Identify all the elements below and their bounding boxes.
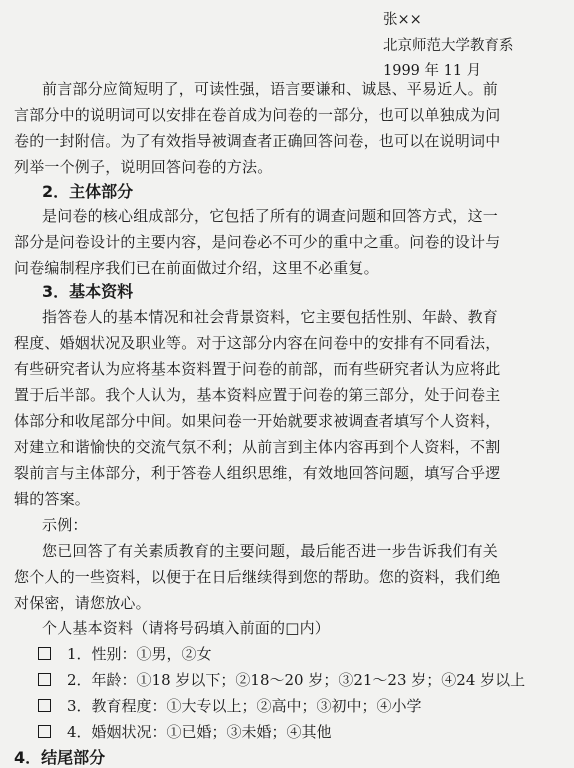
form-item-marital-status bbox=[38, 721, 332, 742]
paragraph-line: 对保密，请您放心。 bbox=[14, 594, 151, 612]
paragraph-line: 有些研究者认为应将基本资料置于问卷的前部，而有些研究者认为应将此 bbox=[14, 360, 501, 378]
paragraph-line: 前言部分应简短明了，可读性强，语言要谦和、诚恳、平易近人。前 bbox=[42, 80, 499, 98]
paragraph-line: 卷的一封附信。为了有效指导被调查者正确回答问卷，也可以在说明词中 bbox=[14, 132, 501, 150]
form-item-label: 4．婚姻状况：①已婚；③未婚；④其他 bbox=[67, 723, 332, 741]
paragraph-line: 程度、婚姻状况及职业等。对于这部分内容在问卷中的安排有不同看法， bbox=[14, 334, 501, 352]
paragraph-line: 您个人的一些资料，以便于在日后继续得到您的帮助。您的资料，我们绝 bbox=[14, 568, 501, 586]
form-item-label: 2．年龄：①18 岁以下；②18～20 岁；③21～23 岁；④24 岁以上 bbox=[67, 671, 526, 689]
paragraph-line: 列举一个例子，说明回答问卷的方法。 bbox=[14, 158, 273, 176]
section-heading-basic-info: 3．基本资料 bbox=[42, 282, 134, 301]
paragraph-line: 是问卷的核心组成部分，它包括了所有的调查问题和回答方式，这一 bbox=[42, 207, 499, 225]
form-title: 个人基本资料（请将号码填入前面的□内） bbox=[42, 619, 330, 637]
example-label: 示例： bbox=[42, 516, 88, 534]
paragraph-line: 体部分和收尾部分中间。如果问卷一开始就要求被调查者填写个人资料， bbox=[14, 412, 501, 430]
section-heading-main-body: 2．主体部分 bbox=[42, 182, 134, 201]
answer-checkbox[interactable] bbox=[38, 699, 51, 712]
paragraph-line: 言部分中的说明词可以安排在卷首成为问卷的一部分，也可以单独成为问 bbox=[14, 106, 501, 124]
author-date: 1999 年 11 月 bbox=[383, 63, 482, 79]
answer-checkbox[interactable] bbox=[38, 673, 51, 686]
paragraph-line: 对建立和谐愉快的交流气氛不利；从前言到主体内容再到个人资料，不割 bbox=[14, 438, 501, 456]
form-item-gender bbox=[38, 643, 212, 664]
section-heading-closing: 4．结尾部分 bbox=[14, 748, 106, 767]
form-item-education bbox=[38, 695, 422, 716]
paragraph-line: 问卷编制程序我们已在前面做过介绍，这里不必重复。 bbox=[14, 259, 379, 277]
form-item-age bbox=[38, 669, 525, 690]
author-affiliation: 北京师范大学教育系 bbox=[383, 38, 514, 54]
form-item-label: 1．性别：①男，②女 bbox=[67, 645, 212, 663]
paragraph-line: 指答卷人的基本情况和社会背景资料，它主要包括性别、年龄、教育 bbox=[42, 308, 499, 326]
form-item-label: 3．教育程度：①大专以上；②高中；③初中；④小学 bbox=[67, 697, 422, 715]
author-name: 张×× bbox=[383, 12, 422, 28]
paragraph-line: 部分是问卷设计的主要内容，是问卷必不可少的重中之重。问卷的设计与 bbox=[14, 233, 501, 251]
answer-checkbox[interactable] bbox=[38, 725, 51, 738]
paragraph-line: 您已回答了有关素质教育的主要问题，最后能否进一步告诉我们有关 bbox=[42, 542, 499, 560]
paragraph-line: 裂前言与主体部分，利于答卷人组织思维，有效地回答问题，填写合乎逻 bbox=[14, 464, 501, 482]
answer-checkbox[interactable] bbox=[38, 647, 51, 660]
paragraph-line: 辑的答案。 bbox=[14, 490, 91, 508]
paragraph-line: 置于后半部。我个人认为，基本资料应置于问卷的第三部分，处于问卷主 bbox=[14, 386, 501, 404]
